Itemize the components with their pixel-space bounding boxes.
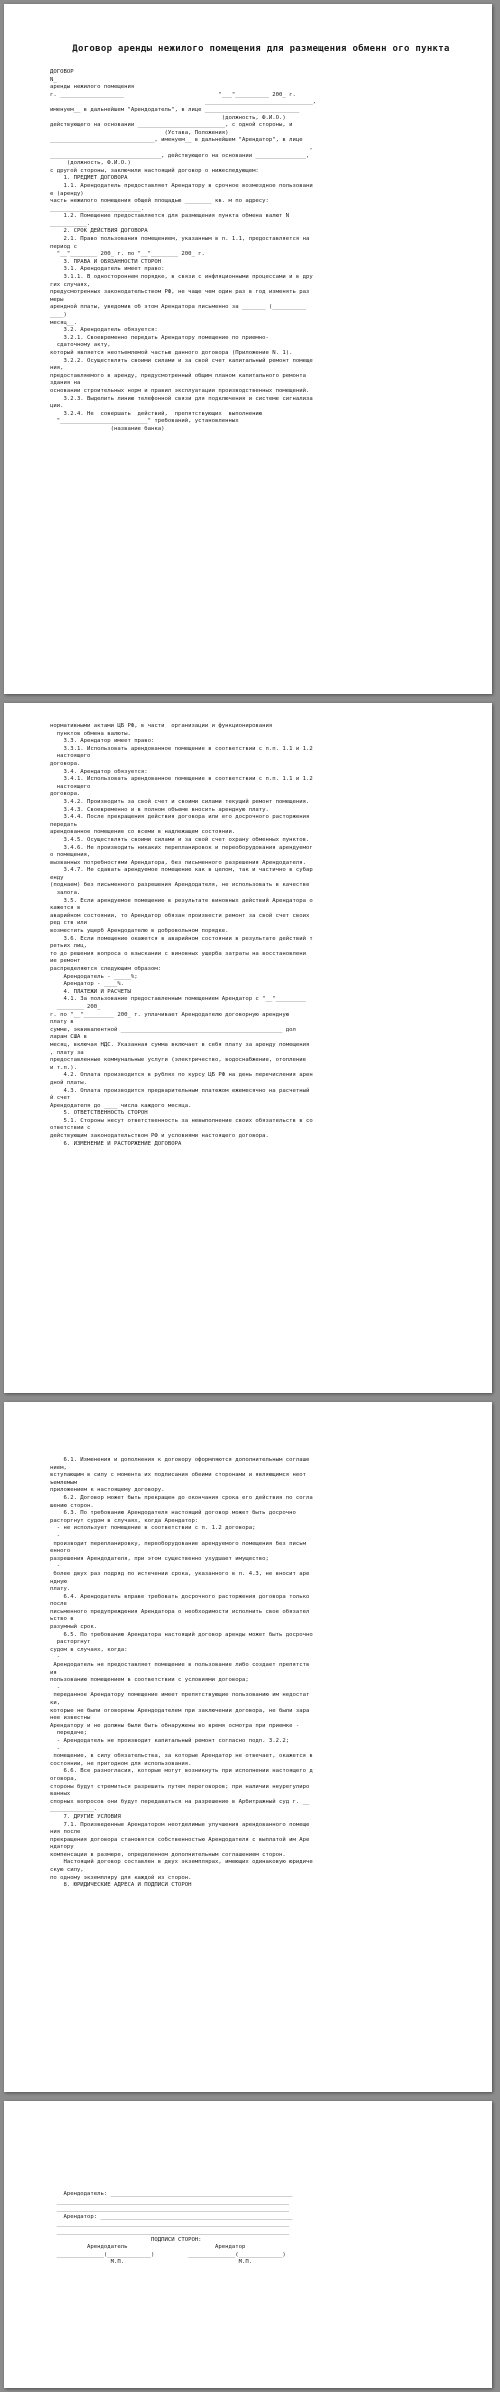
text-line: предоставленные коммунальные услуги (электричество, водоснабжение, отопление xyxy=(50,1057,306,1064)
text-line: нием, xyxy=(50,1464,67,1471)
text-line: 3.4.6. Не производить никаких перепланировок и переоборудования арендуемог xyxy=(50,844,313,851)
document-page-3 xyxy=(4,1402,492,2092)
text-line: период с xyxy=(50,243,77,250)
text-line: 3.5. Если арендуемое помещение в результате виновных действий Арендатора о xyxy=(50,897,313,904)
text-line: кажется в xyxy=(50,905,81,912)
text-line: енду xyxy=(50,874,64,881)
text-line: арендной платы, уведомив об этом Арендатора письменно за _______ (__________ xyxy=(50,304,306,311)
text-line: _____________________________________________________________________ xyxy=(50,2228,290,2235)
text-line: 6.4. Арендодатель вправе требовать досрочного расторжения договора только xyxy=(50,1593,310,1600)
text-line: плату в xyxy=(50,1019,74,1026)
text-line: месяц, включая НДС. Указанная сумма включает в себя плату за аренду помещения xyxy=(50,1041,310,1048)
text-line: аварийном состоянии, то Арендатор обязан произвести ремонт за свой счет своих xyxy=(50,912,310,919)
document-page-2 xyxy=(4,703,492,1393)
text-line: более двух раз подряд по истечении срока, указанного в п. 4.3, не вносит аре xyxy=(50,1570,310,1577)
page-4-signatures-body xyxy=(50,2191,472,2267)
text-line: 1.2. Помещение предоставляется для размещения пункта обмена валют N xyxy=(50,213,290,220)
text-line: приложением к настоящему договору. xyxy=(50,1487,165,1494)
text-line: именуем__ в дальнейшем "Арендодатель", в лице ____________________________ xyxy=(50,106,300,113)
text-line: разумный срок. xyxy=(50,1624,98,1631)
text-line: арендованное помещение со всеми в надлежащем состоянии. xyxy=(50,829,236,836)
text-line: настоящего xyxy=(50,753,91,760)
text-line: 3.3.1. Использовать арендованное помещение в соответствии с п.п. 1.1 и 1.2 xyxy=(50,745,313,752)
text-line: и т.п.). xyxy=(50,1064,77,1071)
text-line: 7. ДРУГИЕ УСЛОВИЯ xyxy=(50,1813,121,1820)
text-line: Арендатору и не должны были быть обнаружены во время осмотра при приемке - xyxy=(50,1722,300,1729)
text-line: ____) xyxy=(50,312,67,318)
text-line: - Арендодатель не производит капитальный ремонт согласно подп. 3.2.2; xyxy=(50,1737,290,1744)
text-line: 7.1. Произведенные Арендатором неотделимые улучшения арендованного помеще xyxy=(50,1821,310,1828)
text-line: (Устава, Положения) xyxy=(50,129,229,136)
text-line: 4. ПЛАТЕЖИ И РАСЧЕТЫ xyxy=(50,988,131,995)
text-line: 3.6. Если помещение окажется в аварийном состоянии в результате действий т xyxy=(50,935,313,942)
text-line: _____________________________________________________________________ xyxy=(50,2206,290,2213)
text-line: 6.1. Изменения и дополнения к договору оформляются дополнительным соглаше xyxy=(50,1457,310,1463)
text-line: аренды нежилого помещения xyxy=(50,84,135,91)
text-line: М.П. М.П. xyxy=(50,2259,253,2266)
text-line: договора. xyxy=(50,791,81,798)
text-line: Арендатор - ____%. xyxy=(50,981,125,988)
text-line: расторгнут судом в случаях, когда Арендатор: xyxy=(50,1517,199,1524)
text-line: плату. xyxy=(50,1586,71,1593)
document-page-1 xyxy=(4,4,492,694)
text-line: ндную xyxy=(50,1578,67,1585)
text-line: (название банка) xyxy=(50,425,165,432)
text-line: ндатору xyxy=(50,1844,74,1851)
text-line: 3.1.1. В одностороннем порядке, в связи с инфляционными процессами и в дру xyxy=(50,274,313,281)
text-line: Арендодатель: ______________________________________________________ xyxy=(50,2191,293,2197)
text-line: ДОГОВОР xyxy=(50,69,74,75)
text-line: 6.3. По требованию Арендодателя настоящий договор может быть досрочно xyxy=(50,1510,296,1517)
text-line: здания на xyxy=(50,380,81,387)
text-line: ______________(_____________) ______________(_____________) xyxy=(50,2251,286,2258)
text-line: Арендодатель Арендатор xyxy=(50,2244,246,2251)
text-line: 6.2. Договор может быть прекращен до окончания срока его действия по согла xyxy=(50,1494,313,1501)
text-line: 1. ПРЕДМЕТ ДОГОВОРА xyxy=(50,175,128,182)
text-line: ьство в xyxy=(50,1616,74,1623)
text-line: 3.4.4. После прекращения действия договора или его досрочного расторжения xyxy=(50,814,310,821)
text-line: предоставляемого в аренду, предусмотренный общим планом капитального ремонта xyxy=(50,372,306,379)
text-line: гих случаях, xyxy=(50,281,91,288)
text-line: прекращения договора становятся собственностью Арендодателя с выплатой им Аре xyxy=(50,1836,310,1843)
text-line: ие ремонт xyxy=(50,958,81,965)
text-line: 3.4. Арендатор обязуется: xyxy=(50,768,148,775)
text-line: ___________. xyxy=(50,220,91,227)
text-line: _______________________________, именуем__ в дальнейшем "Арендатор", в лице xyxy=(50,137,303,144)
text-line: 6. ИЗМЕНЕНИЕ И РАСТОРЖЕНИЕ ДОГОВОРА xyxy=(50,1140,182,1147)
text-line: 3.4.3. Своевременно и в полном объеме вносить арендную плату. xyxy=(50,806,269,813)
text-line: судом в случаях, когда: xyxy=(50,1646,128,1653)
text-line: - xyxy=(50,1684,61,1691)
text-line: 3.2. Арендодатель обязуется: xyxy=(50,327,158,334)
text-line: Настоящий договор составлен в двух экземплярах, имеющих одинаковую юридиче xyxy=(50,1859,313,1866)
text-line: скую силу, xyxy=(50,1867,84,1874)
text-line: спорных вопросов они будут передаваться на разрешение в Арбитражный суд г. __ xyxy=(50,1798,310,1805)
text-line: передаче; xyxy=(50,1730,88,1737)
text-line: производит перепланировку, переоборудование арендуемого помещения без письм xyxy=(50,1540,306,1547)
text-line: договора. xyxy=(50,760,81,767)
text-line: действующего на основании __________________________, с одной стороны, и xyxy=(50,122,293,129)
page-1-body xyxy=(50,69,472,434)
text-line: ки, xyxy=(50,1700,61,1706)
text-line: "__________________________" требований, установленных xyxy=(50,418,239,425)
text-line: й счет xyxy=(50,1095,71,1102)
text-line: _____________________________________________________________________ xyxy=(50,2198,290,2205)
text-line: ред ств или xyxy=(50,920,88,927)
text-line: 5. ОТВЕТСТВЕННОСТЬ СТОРОН xyxy=(50,1110,148,1117)
document-title: Договор аренды нежилого помещения для размещения обменн ого пункта xyxy=(72,44,450,54)
text-line: 3.4.7. Не сдавать арендуемое помещение как в целом, так и частично в субар xyxy=(50,867,313,874)
text-line: 6.5. По требованию Арендатора настоящий договор аренды может быть досрочно xyxy=(50,1631,313,1638)
text-line: шению сторон. xyxy=(50,1502,94,1509)
text-line: 3.3. Арендатор имеет право: xyxy=(50,738,155,745)
text-line: Арендатор: _________________________________________________________ xyxy=(50,2213,293,2220)
text-line: ретьих лиц, xyxy=(50,943,88,950)
text-line: пунктов обмена валюты. xyxy=(50,730,131,737)
text-line: то до решения вопроса о взыскании с виновных ущерба затраты на восстановлени xyxy=(50,950,306,957)
text-line: оговора, xyxy=(50,1775,77,1782)
text-line: (поднаем) без письменного разрешения Арендодателя, не использовать в качестве xyxy=(50,882,310,889)
text-line: 4.2. Оплата производится в рублях по курсу ЦБ РФ на день перечисления арен xyxy=(50,1072,313,1079)
text-line: о помещения, xyxy=(50,852,91,859)
text-line: после xyxy=(50,1601,67,1608)
text-line: _____________. xyxy=(50,1806,98,1813)
text-line: ларам США в xyxy=(50,1034,88,1041)
text-line: разрешения Арендодателя, при этом существенно ухудшает имущество; xyxy=(50,1555,269,1562)
text-line: передать xyxy=(50,821,77,828)
text-line: расторгнут xyxy=(50,1639,91,1646)
text-line: сумме, эквивалентной ________________________________________________ дол xyxy=(50,1026,296,1033)
text-line: ния, xyxy=(50,365,64,372)
text-line: 3. ПРАВА И ОБЯЗАННОСТИ СТОРОН xyxy=(50,258,162,265)
text-line: (должность, Ф.И.О.) xyxy=(50,160,131,167)
text-line: енного xyxy=(50,1548,71,1555)
text-line: 3.2.3. Выделить линию телефонной связи для подключения и системе сигнализа xyxy=(50,395,313,402)
text-line: 4.1. За пользование предоставленным помещением Арендатор с "__"_________ xyxy=(50,996,306,1003)
text-line: ПОДПИСИ СТОРОН: xyxy=(50,2236,202,2243)
text-line: - xyxy=(50,1532,61,1539)
text-line: 4.3. Оплата производится предварительным платежом ежемесячно на расчетный xyxy=(50,1087,310,1094)
text-line: - xyxy=(50,1654,61,1661)
text-line: переданное Арендатору помещение имеет препятствующие пользованию им недостат xyxy=(50,1692,310,1699)
text-line: 3.2.2. Осуществлять своими силами и за свой счет капитальный ремонт помеще xyxy=(50,357,313,364)
text-line: - xyxy=(50,1745,61,1752)
text-line: 3.4.2. Производить за свой счет и своими силами текущий ремонт помещения. xyxy=(50,798,310,805)
text-line: состоянии, не пригодном для использования. xyxy=(50,1760,192,1767)
text-line: "__"________ 200_ г. по "__"________ 200_ г. xyxy=(50,251,205,258)
page-3-body xyxy=(50,1457,472,1890)
text-line: , xyxy=(50,144,313,151)
text-line: _________________________________, действующего на основании _______________, xyxy=(50,152,310,159)
text-line: помещение, в силу обязательства, за которые Арендатор не отвечает, окажется в xyxy=(50,1753,313,1760)
text-line: меры xyxy=(50,296,64,303)
text-line: - не использует помещение в соответствии с п. 1.2 договора; xyxy=(50,1525,256,1532)
text-line: сдаточному акту, xyxy=(50,342,111,349)
text-line: 5.1. Стороны несут ответственность за невыполнение своих обязательств в со xyxy=(50,1117,313,1124)
text-line: который является неотъемлемой частью данного договора (Приложение N. 1). xyxy=(50,349,293,356)
text-line: Арендодатель - _____%; xyxy=(50,973,138,980)
text-line: 3.2.1. Своевременно передать Арендатору помещение по приемно- xyxy=(50,334,269,341)
text-line: 3.1. Арендодатель имеет право: xyxy=(50,266,165,273)
text-line: Арендодатель не предоставляет помещение в пользование либо создает препятств xyxy=(50,1662,310,1669)
text-line: 3.4.5. Осуществлять своими силами и за свой счет охрану обменных пунктов. xyxy=(50,836,310,843)
text-line: по одному экземпляру для каждой из сторон. xyxy=(50,1874,192,1881)
text-line: 3.4.1. Использовать арендованное помещение в соответствии с п.п. 1.1 и 1.2 xyxy=(50,776,313,783)
text-line: пользованию помещением в соответствии с условиями договора; xyxy=(50,1677,249,1684)
text-line: _____________________________________________________________________ xyxy=(50,2221,290,2228)
document-page-4 xyxy=(4,2101,492,2388)
text-line: - xyxy=(50,1563,61,1570)
text-line: ния после xyxy=(50,1829,81,1836)
text-line: месяц__. xyxy=(50,319,77,326)
text-line: залога. xyxy=(50,890,81,897)
text-line: часть нежилого помещения общей площадью ________ кв. м по адресу: xyxy=(50,198,269,205)
text-line: ъемлемым xyxy=(50,1479,77,1486)
text-line: письменного предупреждения Арендатора о необходимости исполнить свое обязател xyxy=(50,1608,310,1615)
text-line: настоящего xyxy=(50,783,91,790)
text-line: нее известны xyxy=(50,1715,91,1722)
text-line: стороны будут стремиться разрешить путем переговоров; при наличии неурегулиро xyxy=(50,1783,310,1790)
text-line: 1.1. Арендодатель предоставляет Арендатору в срочное возмездное пользовани xyxy=(50,182,313,189)
text-line: ции. xyxy=(50,403,64,410)
text-line: ________________________________, xyxy=(50,99,317,106)
text-line: которые не были оговорены Арендодателем при заключении договора, не были зара xyxy=(50,1707,310,1714)
text-line: основании строительных норм и правил эксплуатации производственных помещений. xyxy=(50,387,310,394)
text-line: вызванных потребностями Арендатора, без письменного разрешения Арендодателя. xyxy=(50,859,306,866)
text-line: е (аренду) xyxy=(50,190,84,197)
page-2-body xyxy=(50,723,472,1148)
text-line: 8. ЮРИДИЧЕСКИЕ АДРЕСА И ПОДПИСИ СТОРОН xyxy=(50,1882,192,1889)
text-line: 2. СРОК ДЕЙСТВИЯ ДОГОВОРА xyxy=(50,228,148,235)
text-line: 2.1. Право пользования помещением, указанным в п. 1.1, предоставляется на xyxy=(50,236,310,243)
text-line: компенсации в размере, определенном дополнительным соглашением сторон. xyxy=(50,1851,286,1858)
text-line: г. по "__"_________ 200_ г. уплачивает Арендодателю договорную арендную xyxy=(50,1011,290,1018)
text-line: N_ xyxy=(50,76,57,83)
text-line: дной платы. xyxy=(50,1079,88,1086)
text-line: ванных xyxy=(50,1791,71,1798)
text-line: предусмотренных законодательством РФ, не чаще чем один раз в год изменять раз xyxy=(50,289,310,296)
text-line: ответствии с xyxy=(50,1125,91,1132)
text-line: Арендодателя до ____ числа каждого месяца. xyxy=(50,1102,192,1109)
text-line: (должность, Ф.И.О.) xyxy=(50,114,286,121)
text-line: действующим законодательством РФ и условиями настоящего договора. xyxy=(50,1133,269,1140)
text-line: нормативными актами ЦБ РФ, в части организации и функционирования xyxy=(50,723,273,729)
text-line: 3.2.4. Не совершать действий, препятствующих выполнению xyxy=(50,410,263,417)
text-line: ___________________________. xyxy=(50,205,145,212)
text-line: вступающим в силу с момента их подписания обеими сторонами и являющимся неот xyxy=(50,1472,306,1479)
text-line: распределяются следующим образом: xyxy=(50,966,162,972)
text-line: ия xyxy=(50,1669,57,1676)
text-line: г. ___________________ "___"__________ 200_ г. xyxy=(50,91,296,98)
text-line: возместить ущерб Арендодателю в добровольном порядке. xyxy=(50,928,229,935)
text-line: , плату за xyxy=(50,1049,84,1056)
text-line: ________ 200_ xyxy=(50,1003,101,1010)
text-line: 6.6. Все разногласия, которые могут возникнуть при исполнении настоящего д xyxy=(50,1768,313,1775)
text-line: с другой стороны, заключили настоящий договор о нижеследующем: xyxy=(50,167,259,174)
